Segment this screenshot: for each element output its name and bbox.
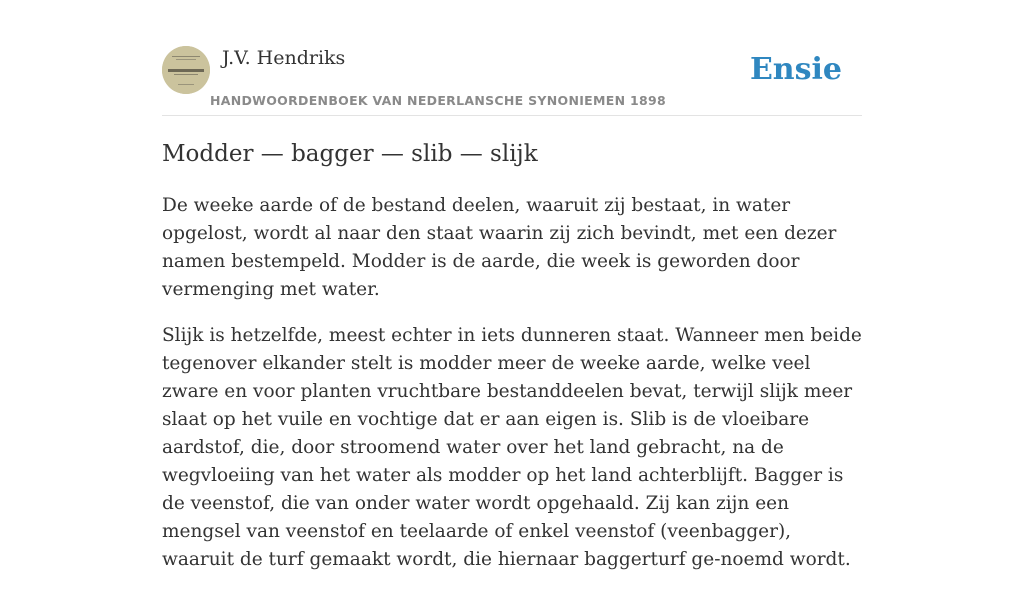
header <box>162 46 862 116</box>
book-cover-icon[interactable] <box>162 46 210 94</box>
header-divider <box>162 115 862 116</box>
brand-logo[interactable]: Ensie <box>749 52 842 87</box>
book-cover-graphic <box>162 46 210 94</box>
article-paragraph: De weeke aarde of de bestand deelen, waaruit zij bestaat, in water opgelost, wordt al naar den staat waarin zij zich bevindt, met een dezer namen bestempeld. Modder is de aarde, die week is geworden door vermenging met water. <box>162 195 837 300</box>
article-title: Modder — bagger — slib — slijk <box>162 141 538 167</box>
source-title[interactable]: HANDWOORDENBOEK VAN NEDERLANSCHE SYNONIEMEN 1898 <box>210 93 667 108</box>
author-name[interactable]: J.V. Hendriks <box>222 47 346 69</box>
article-body <box>162 192 868 592</box>
article-paragraph: Slijk is hetzelfde, meest echter in iets dunneren staat. Wanneer men beide tegenover elkander stelt is modder meer de weeke aarde, welke veel zware en voor planten vruchtbare bestanddeelen bevat, terwijl slijk meer slaat op het vuile en vochtige dat er aan eigen is. Slib is de vloeibare aardstof, die, door stroomend water over het land gebracht, na de wegvloeiing van het water als modder op het land achterblijft. Bagger is de veenstof, die van onder water wordt opgehaald. Zij kan zijn een mengsel van veenstof en teelaarde of enkel veenstof (veenbagger), waaruit de turf gemaakt wordt, die hiernaar baggerturf ge-noemd wordt. <box>162 325 862 570</box>
